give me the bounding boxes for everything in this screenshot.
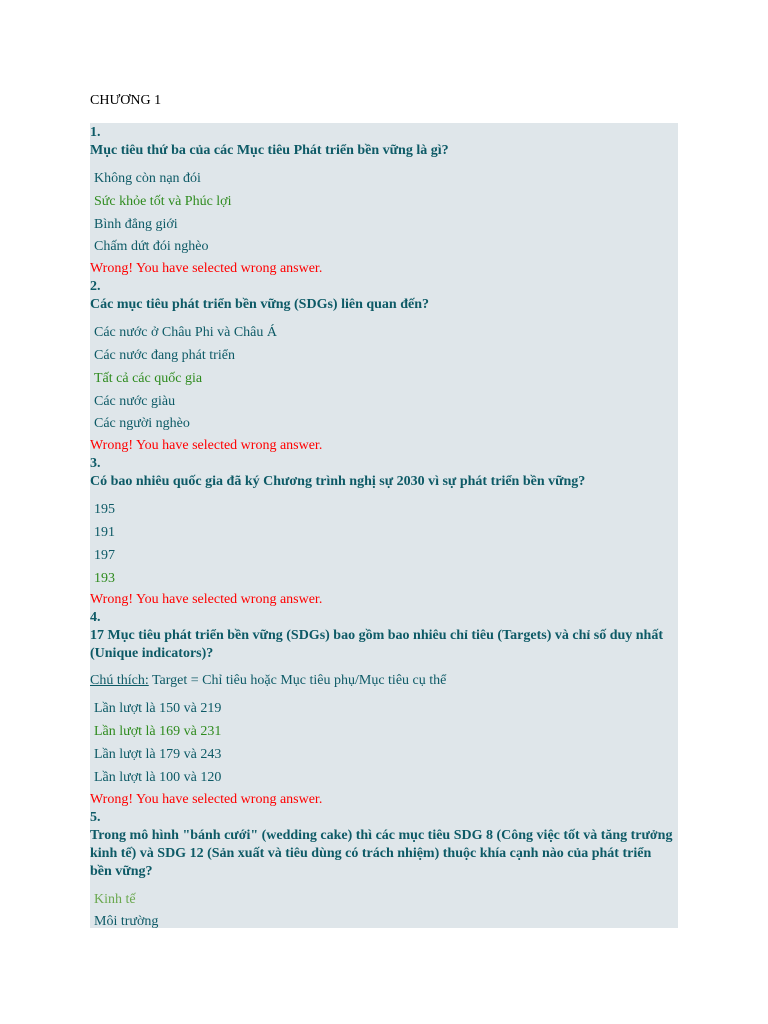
question-text: Mục tiêu thứ ba của các Mục tiêu Phát triển bền vững là gì? [90, 143, 449, 158]
feedback-message: Wrong! You have selected wrong answer. [90, 592, 323, 608]
question-note [90, 672, 678, 690]
question-5 [90, 809, 678, 928]
note-label: Chú thích: [90, 673, 149, 689]
options-list [90, 698, 678, 789]
question-text: Các mục tiêu phát triển bền vững (SDGs) liên quan đến? [90, 297, 429, 313]
question-number: 1. [90, 125, 101, 140]
option-1-d[interactable]: Chấm dứt đói nghèo [94, 239, 209, 255]
options-list [90, 168, 678, 259]
option-1-c[interactable]: Bình đẳng giới [94, 216, 178, 232]
option-1-a[interactable]: Không còn nạn đói [94, 171, 201, 186]
feedback-message: Wrong! You have selected wrong answer. [90, 261, 323, 277]
option-4-c[interactable]: Lần lượt là 179 và 243 [94, 746, 222, 762]
option-3-a[interactable]: 195 [94, 502, 115, 518]
option-3-c[interactable]: 197 [94, 547, 115, 563]
options-list [90, 499, 678, 590]
question-text: Có bao nhiêu quốc gia đã ký Chương trình nghị sự 2030 vì sự phát triển bền vững? [90, 474, 586, 490]
option-2-d[interactable]: Các nước giàu [94, 393, 176, 409]
option-5-a[interactable]: Kinh tế [94, 891, 136, 907]
question-text: Trong mô hình "bánh cưới" (wedding cake) thì các mục tiêu SDG 8 (Công việc tốt và tăng trưởng kinh tế) và SDG 12 (Sản xuất và tiêu dùng có trách nhiệm) thuộc khía cạnh nào của phát triển bền vững? [90, 827, 673, 879]
feedback-message: Wrong! You have selected wrong answer. [90, 438, 323, 454]
options-list [90, 889, 678, 928]
question-number: 2. [90, 279, 101, 295]
question-text: 17 Mục tiêu phát triển bền vững (SDGs) bao gồm bao nhiêu chỉ tiêu (Targets) và chỉ số duy nhất (Unique indicators)? [90, 628, 663, 662]
question-number: 4. [90, 610, 101, 626]
question-2 [90, 278, 678, 455]
question-3 [90, 455, 678, 609]
question-number: 5. [90, 809, 101, 825]
feedback-message: Wrong! You have selected wrong answer. [90, 791, 323, 807]
question-1 [90, 124, 678, 278]
option-1-b[interactable]: Sức khỏe tốt và Phúc lợi [94, 193, 232, 209]
quiz-panel [90, 123, 678, 928]
chapter-title: CHƯƠNG 1 [90, 93, 162, 108]
option-4-d[interactable]: Lần lượt là 100 và 120 [94, 769, 222, 785]
option-3-d[interactable]: 193 [94, 570, 115, 586]
option-2-a[interactable]: Các nước ở Châu Phi và Châu Á [94, 325, 277, 341]
question-4 [90, 609, 678, 808]
option-2-b[interactable]: Các nước đang phát triển [94, 347, 235, 363]
option-5-b[interactable]: Môi trường [94, 914, 159, 928]
option-4-b[interactable]: Lần lượt là 169 và 231 [94, 724, 222, 740]
option-3-b[interactable]: 191 [94, 524, 115, 540]
options-list [90, 322, 678, 436]
note-text: Target = Chỉ tiêu hoặc Mục tiêu phụ/Mục tiêu cụ thể [148, 673, 447, 689]
question-number: 3. [90, 456, 101, 472]
option-2-e[interactable]: Các người nghèo [94, 416, 190, 432]
option-4-a[interactable]: Lần lượt là 150 và 219 [94, 701, 222, 717]
option-2-c[interactable]: Tất cả các quốc gia [94, 370, 203, 386]
